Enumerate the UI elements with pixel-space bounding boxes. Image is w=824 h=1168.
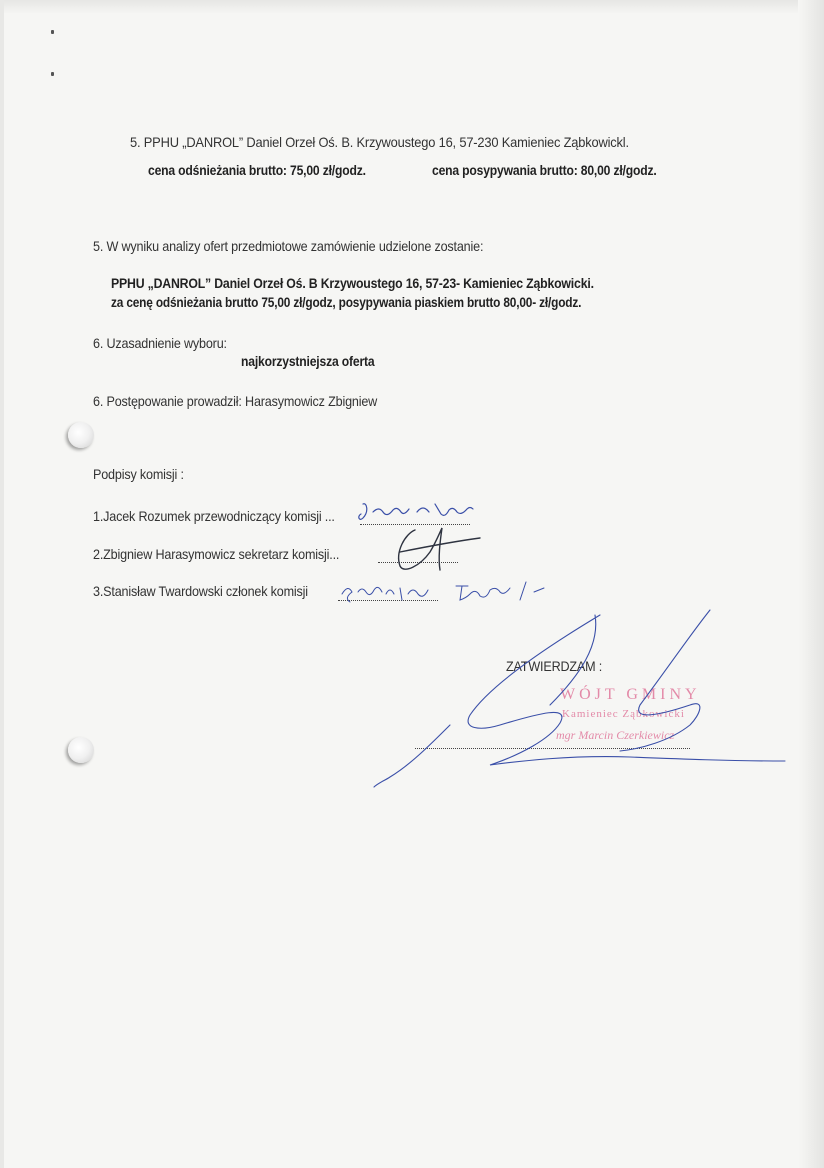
offer-price-sanding: cena posypywania brutto: 80,00 zł/godz.: [432, 163, 657, 178]
scan-speck: [51, 72, 54, 76]
scan-speck: [51, 30, 54, 34]
result-winner: PPHU „DANROL” Daniel Orzeł Oś. B Krzywoustego 16, 57-23- Kamieniec Ząbkowicki.: [111, 276, 594, 291]
punch-hole-icon: [68, 422, 94, 448]
signatures-heading: Podpisy komisji :: [93, 466, 184, 482]
handwritten-signature-member: [338, 578, 558, 608]
stamp-place: Kamieniec Ząbkowicki: [562, 708, 685, 720]
scan-edge-top: [0, 0, 824, 14]
approval-label: ZATWIERDZAM :: [506, 658, 603, 674]
procedure-line: 6. Postępowanie prowadził: Harasymowicz Zbigniew: [93, 393, 378, 409]
offer-line: 5. PPHU „DANROL” Daniel Orzeł Oś. B. Krzywoustego 16, 57-230 Kamieniec Ząbkowickl.: [130, 134, 629, 150]
justification-value: najkorzystniejsza oferta: [241, 354, 375, 369]
stamp-name: mgr Marcin Czerkiewicz: [556, 728, 675, 742]
justification-heading: 6. Uzasadnienie wyboru:: [93, 335, 227, 351]
signature-row-secretary: 2.Zbigniew Harasymowicz sekretarz komisji...: [93, 546, 340, 562]
handwritten-signature-approval: [370, 605, 790, 795]
result-heading: 5. W wyniku analizy ofert przedmiotowe zamówienie udzielone zostanie:: [93, 238, 484, 254]
scan-edge-right: [798, 0, 824, 1168]
result-price: za cenę odśnieżania brutto 75,00 zł/godz, posypywania piaskiem brutto 80,00- zł/godz.: [111, 295, 582, 310]
offer-price-snow: cena odśnieżania brutto: 75,00 zł/godz.: [148, 163, 366, 178]
handwritten-signature-secretary: [380, 522, 480, 577]
signature-row-chair: 1.Jacek Rozumek przewodniczący komisji ...: [93, 508, 335, 524]
stamp-title: WÓJT GMINY: [560, 686, 701, 703]
scan-edge-left: [0, 0, 4, 1168]
punch-hole-icon: [68, 737, 94, 763]
signature-row-member: 3.Stanisław Twardowski członek komisji: [93, 583, 308, 599]
